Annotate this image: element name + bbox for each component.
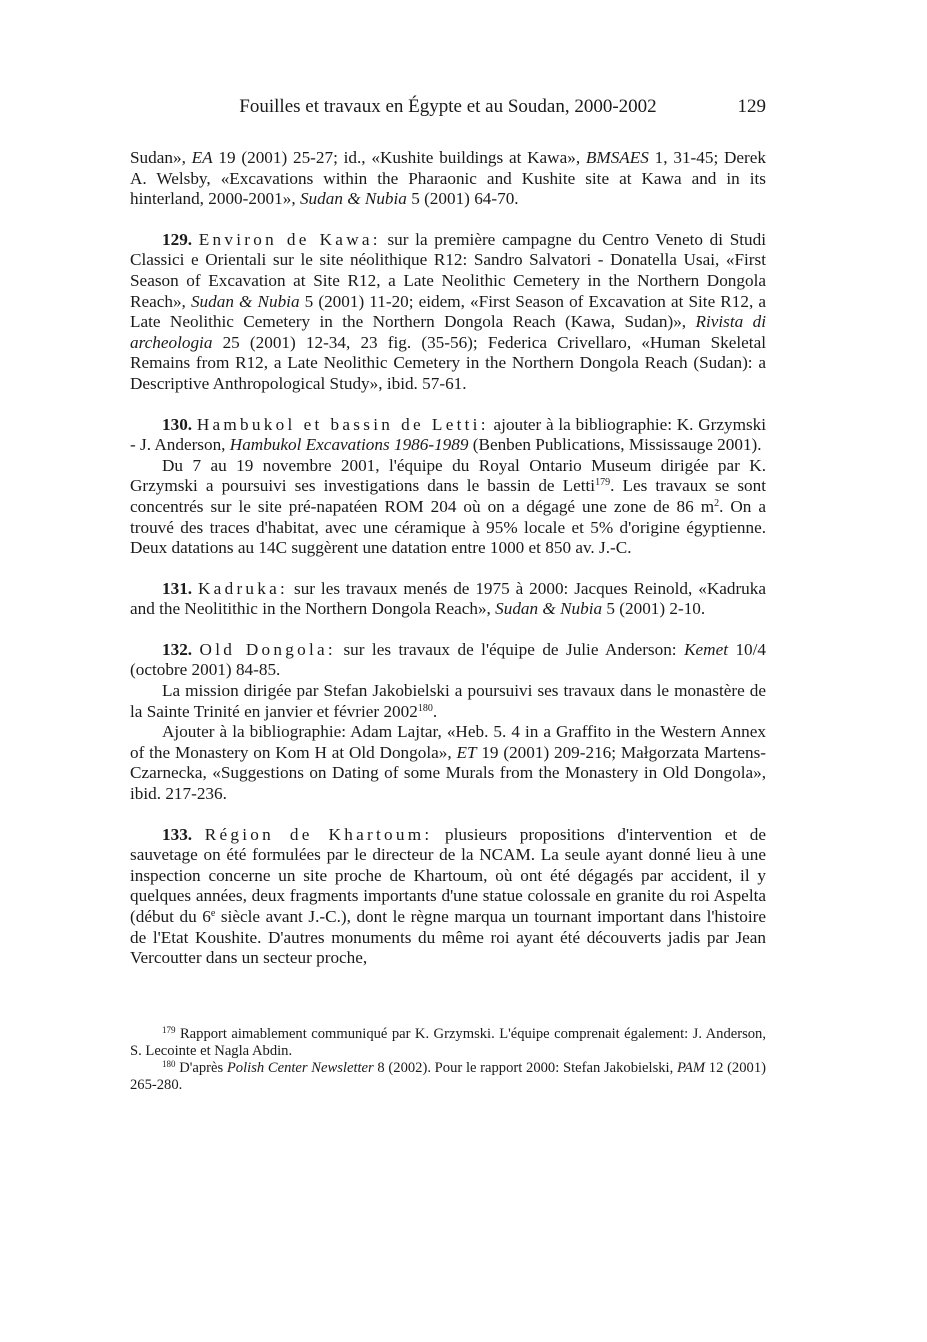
entry-132-paragraph-2: La mission dirigée par Stefan Jakobielski a poursuivi ses travaux dans le monastère de la Sainte Trinité en janvier et février 2002$^{180}$. xyxy=(130,681,766,721)
entry-number: 129. xyxy=(162,229,193,249)
footnotes xyxy=(130,1026,766,1094)
site-name: Région de Khartoum: xyxy=(204,824,433,844)
site-name: Environ de Kawa: xyxy=(198,229,381,249)
entry-number: 131. xyxy=(162,578,193,598)
entry-132-paragraph-3: Ajouter à la bibliographie: Adam Lajtar, «Heb. 5. 4 in a Graffito in the Western Annex of the Monastery on Kom H at Old Dongola», ET 19 (2001) 209-216; Małgorzata Martens-Czarnecka, «Suggestions on Dating of some Murals from the Monastery in Old Dongola», ibid. 217-236. xyxy=(130,722,766,804)
footnote-ref-180: 180 xyxy=(417,702,433,714)
entry-130-paragraph-2: Du 7 au 19 novembre 2001, l'équipe du Royal Ontario Museum dirigée par K. Grzymski a poursuivi ses investigations dans le bassin de Letti$^{179}$. Les travaux se sont concentrés sur le site pré-napatéen ROM 204 où on a dégagé une zone de 86 $m^2$. On a trouvé des traces d'habitat, avec une céramique à 95% locale et 5% d'origine égyptienne. Deux datations au 14C suggèrent une datation entre 1000 et 850 av. J.-C. xyxy=(130,455,767,558)
page-number: 129 xyxy=(737,96,766,117)
entry-131: 131. Kadruka: sur les travaux menés de 1975 à 2000: Jacques Reinold, «Kadruka and the Neolitithic in the Northern Dongola Reach», Sudan & Nubia 5 (2001) 2-10. xyxy=(130,578,766,619)
footnote-number: 179 xyxy=(162,1025,176,1035)
entry-133: 133. Région de Khartoum: plusieurs propositions d'intervention et de sauvetage on été formulées par le directeur de la NCAM. La seule ayant donné lieu à une inspection concerne un site proche de Khartoum, où ont été dégagés par accident, il y quelques années, deux fragments importants d'une statue colossale en granite du roi Aspelta (début du 6e siècle avant J.-C.), dont le règne marqua un tournant important dans l'histoire de l'Etat Koushite. D'autres monuments du même roi ayant été découverts jadis par Jean Vercoutter dans un secteur proche, xyxy=(130,824,767,968)
entry-number: 133. xyxy=(162,824,193,844)
footnote-ref-179: 179 xyxy=(595,477,611,489)
footnote-number: 180 xyxy=(162,1059,176,1069)
site-name: Old Dongola: xyxy=(199,639,336,659)
site-name: Hambukol et bassin de Letti: xyxy=(196,414,489,434)
entry-130: 130. Hambukol et bassin de Letti: ajouter à la bibliographie: K. Grzymski - J. Anderson, Hambukol Excavations 1986-1989 (Benben Publications, Mississauge 2001). xyxy=(130,414,767,455)
paragraph-continued: Sudan», EA 19 (2001) 25-27; id., «Kushite buildings at Kawa», BMSAES 1, 31-45; Derek A. Welsby, «Excavations within the Pharaonic and Kushite site at Kawa and in its hinterland, 2000-2001», Sudan & Nubia 5 (2001) 64-70. xyxy=(130,148,766,209)
entry-number: 132. xyxy=(162,639,193,659)
main-text xyxy=(130,148,766,969)
footnote-179: $^{179}$ Rapport aimablement communiqué par K. Grzymski. L'équipe comprenait également: J. Anderson, S. Lecointe et Nagla Abdin. xyxy=(130,1025,766,1059)
running-title: Fouilles et travaux en Égypte et au Soudan, 2000-2002 xyxy=(239,96,657,117)
entry-132: 132. Old Dongola: sur les travaux de l'équipe de Julie Anderson: Kemet 10/4 (octobre 2001) 84-85. xyxy=(130,639,767,680)
footnote-180: $^{180}$ D'après Polish Center Newsletter 8 (2002). Pour le rapport 2000: Stefan Jakobielski, PAM 12 (2001) 265-280. xyxy=(130,1059,766,1093)
site-name: Kadruka: xyxy=(198,578,289,598)
entry-number: 130. xyxy=(162,414,193,434)
running-header xyxy=(130,96,766,122)
entry-129: 129. Environ de Kawa: sur la première campagne du Centro Veneto di Studi Classici e Orientali sur le site néolithique R12: Sandro Salvatori - Donatella Usai, «First Season of Excavation at Site R12, a Late Neolithic Cemetery in the Northern Dongola Reach», Sudan & Nubia 5 (2001) 11-20; eidem, «First Season of Excavation at Site R12, a Late Neolithic Cemetery in the Northern Dongola Reach (Kawa, Sudan)», Rivista di archeologia 25 (2001) 12-34, 23 fig. (35-56); Federica Crivellaro, «Human Skeletal Remains from R12, a Late Neolithic Cemetery in the Northern Dongola Reach (Sudan): a Descriptive Anthropological Study», ibid. 57-61. xyxy=(130,229,766,393)
